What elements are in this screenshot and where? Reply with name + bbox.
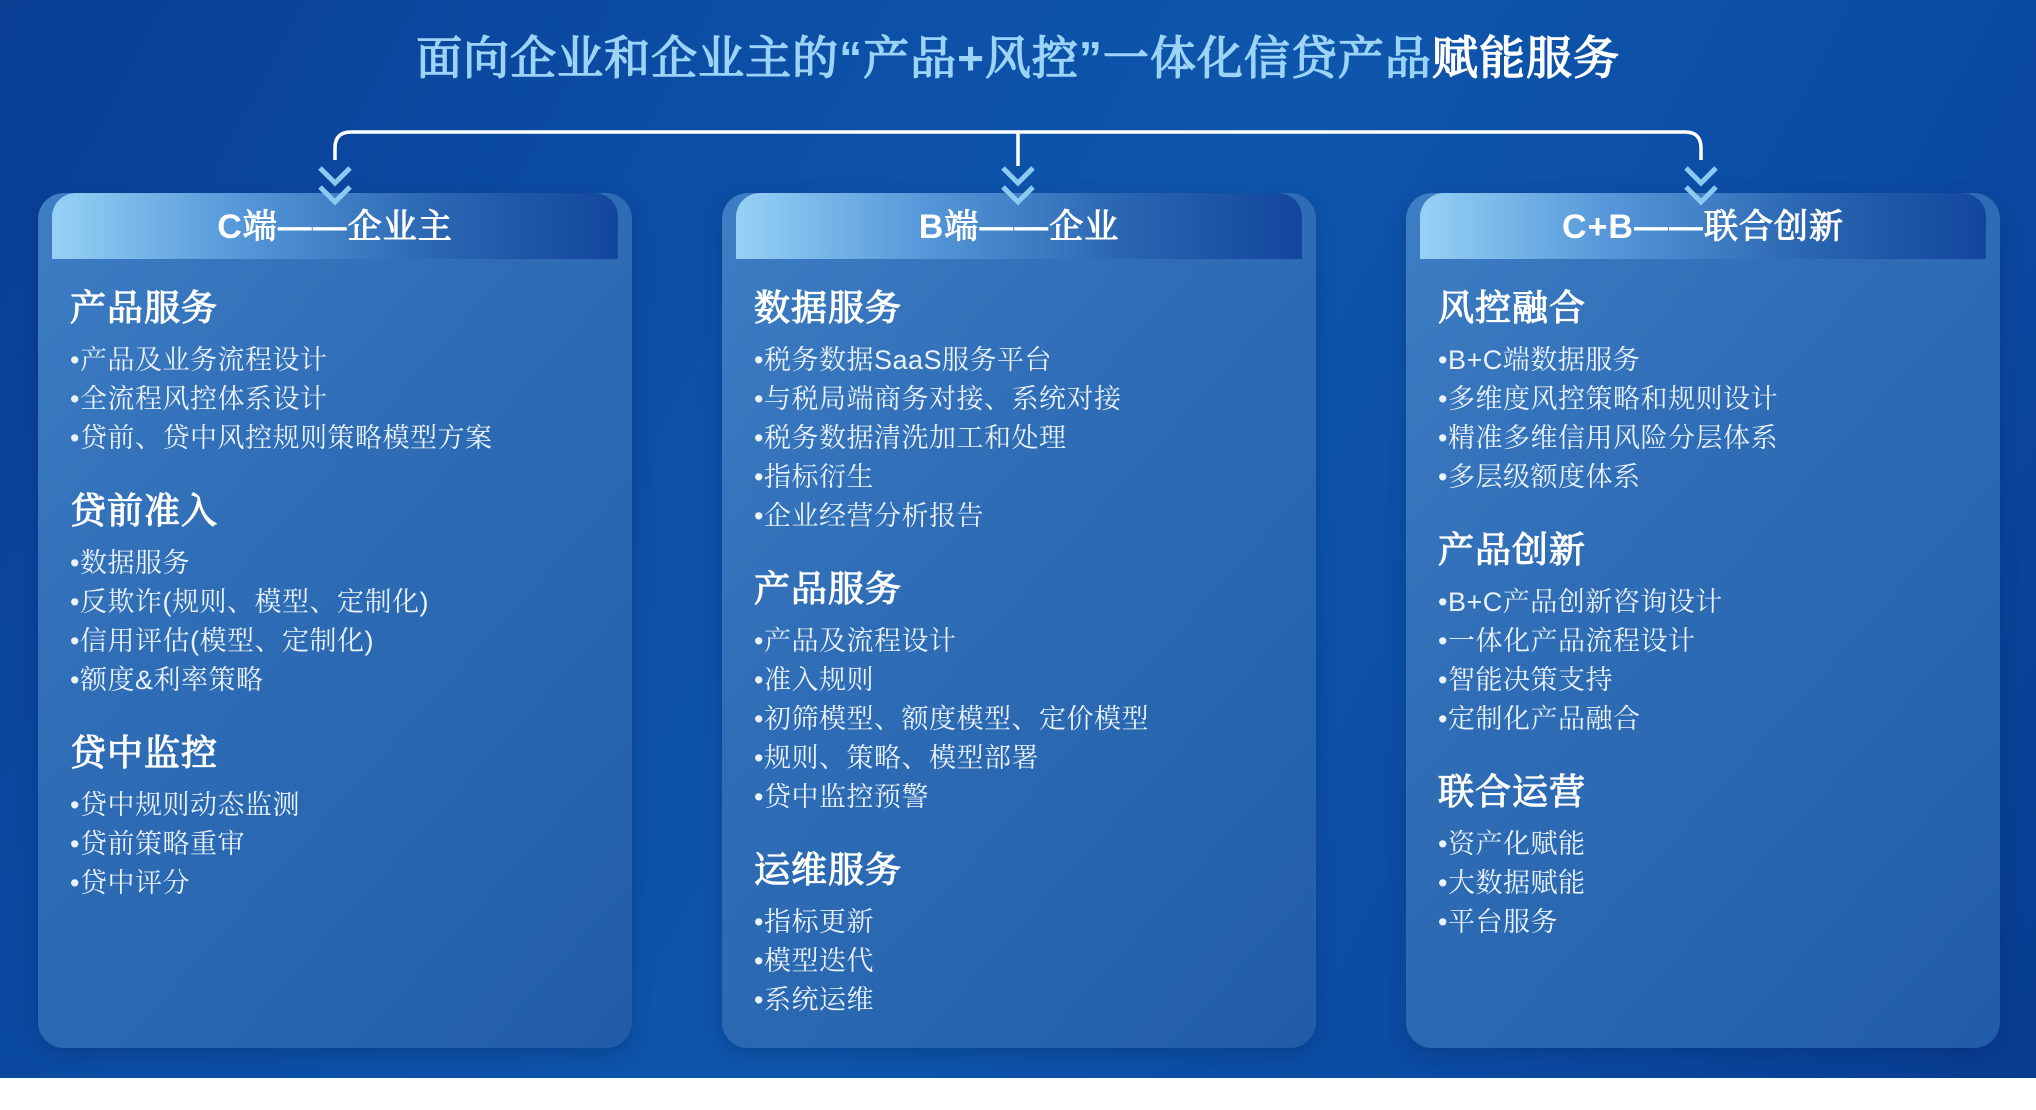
bullet-item: •大数据赋能 [1438, 868, 1586, 898]
service-card [722, 193, 1316, 1048]
card-section [70, 730, 600, 903]
card-section [1438, 769, 1968, 942]
card-body [1406, 259, 2000, 942]
bullet-item: •税务数据清洗加工和处理 [754, 423, 1067, 453]
card-section [754, 566, 1284, 817]
bullet-item: •准入规则 [754, 665, 874, 695]
card-section [1438, 527, 1968, 739]
section-item-list [754, 903, 1284, 1020]
bullet-item: •全流程风控体系设计 [70, 384, 328, 414]
card-section [70, 488, 600, 700]
bullet-item: •系统运维 [754, 985, 874, 1015]
card-header-title: B端——企业 [736, 193, 1302, 259]
section-item-list [1438, 341, 1968, 497]
card-header-title: C+B——联合创新 [1420, 193, 1986, 259]
bullet-item: •多层级额度体系 [1438, 462, 1641, 492]
section-item-list [754, 622, 1284, 817]
bullet-item: •智能决策支持 [1438, 665, 1613, 695]
card-section [1438, 285, 1968, 497]
bullet-item: •规则、策略、模型部署 [754, 743, 1039, 773]
connector-line [335, 132, 1701, 166]
card-header-title: C端——企业主 [52, 193, 618, 259]
section-item-list [754, 341, 1284, 536]
section-item-list [70, 341, 600, 458]
card-section [754, 285, 1284, 536]
page-title [0, 22, 2036, 88]
bullet-item: •资产化赋能 [1438, 829, 1586, 859]
bullet-item: •初筛模型、额度模型、定价模型 [754, 704, 1149, 734]
bullet-item: •企业经营分析报告 [754, 501, 984, 531]
bottom-white-strip [0, 1078, 2036, 1110]
bullet-item: •额度&利率策略 [70, 665, 264, 695]
section-item-list [70, 786, 600, 903]
bullet-item: •指标更新 [754, 907, 874, 937]
bullet-item: •B+C产品创新咨询设计 [1438, 587, 1723, 617]
page-title-light-part: 面向企业和企业主的“产品+风控”一体化信贷产品 [416, 32, 1432, 84]
bullet-item: •一体化产品流程设计 [1438, 626, 1696, 656]
bullet-item: •指标衍生 [754, 462, 874, 492]
bullet-item: •产品及流程设计 [754, 626, 957, 656]
section-heading: 数据服务 [754, 287, 903, 328]
bullet-item: •贷中监控预警 [754, 782, 929, 812]
bullet-item: •精准多维信用风险分层体系 [1438, 423, 1778, 453]
card-body [722, 259, 1316, 1020]
cards-row [38, 193, 2000, 1048]
section-item-list [1438, 825, 1968, 942]
bullet-item: •贷前策略重审 [70, 829, 245, 859]
page-title-white-part: 赋能服务 [1431, 32, 1620, 84]
bullet-item: •产品及业务流程设计 [70, 345, 328, 375]
chevron-down-icon [1686, 168, 1716, 183]
section-heading: 联合运营 [1438, 771, 1587, 812]
bullet-item: •多维度风控策略和规则设计 [1438, 384, 1778, 414]
card-section [70, 285, 600, 458]
section-heading: 风控融合 [1438, 287, 1587, 328]
chevron-down-icon [1003, 168, 1033, 183]
section-item-list [1438, 583, 1968, 739]
bullet-item: •定制化产品融合 [1438, 704, 1641, 734]
bullet-item: •数据服务 [70, 548, 190, 578]
section-item-list [70, 544, 600, 700]
bullet-item: •反欺诈(规则、模型、定制化) [70, 587, 429, 617]
bullet-item: •贷中规则动态监测 [70, 790, 300, 820]
card-body [38, 259, 632, 903]
section-heading: 产品创新 [1438, 529, 1587, 570]
bullet-item: •税务数据SaaS服务平台 [754, 345, 1053, 375]
bullet-item: •贷前、贷中风控规则策略模型方案 [70, 423, 493, 453]
section-heading: 产品服务 [70, 287, 219, 328]
card-section [754, 847, 1284, 1020]
bullet-item: •信用评估(模型、定制化) [70, 626, 374, 656]
bullet-item: •模型迭代 [754, 946, 874, 976]
bullet-item: •与税局端商务对接、系统对接 [754, 384, 1122, 414]
section-heading: 贷中监控 [70, 732, 219, 773]
bullet-item: •平台服务 [1438, 907, 1558, 937]
bullet-item: •贷中评分 [70, 868, 190, 898]
bullet-item: •B+C端数据服务 [1438, 345, 1641, 375]
section-heading: 运维服务 [754, 849, 903, 890]
service-card [1406, 193, 2000, 1048]
chevron-down-icon [320, 168, 350, 183]
section-heading: 产品服务 [754, 568, 903, 609]
service-card [38, 193, 632, 1048]
section-heading: 贷前准入 [70, 490, 219, 531]
